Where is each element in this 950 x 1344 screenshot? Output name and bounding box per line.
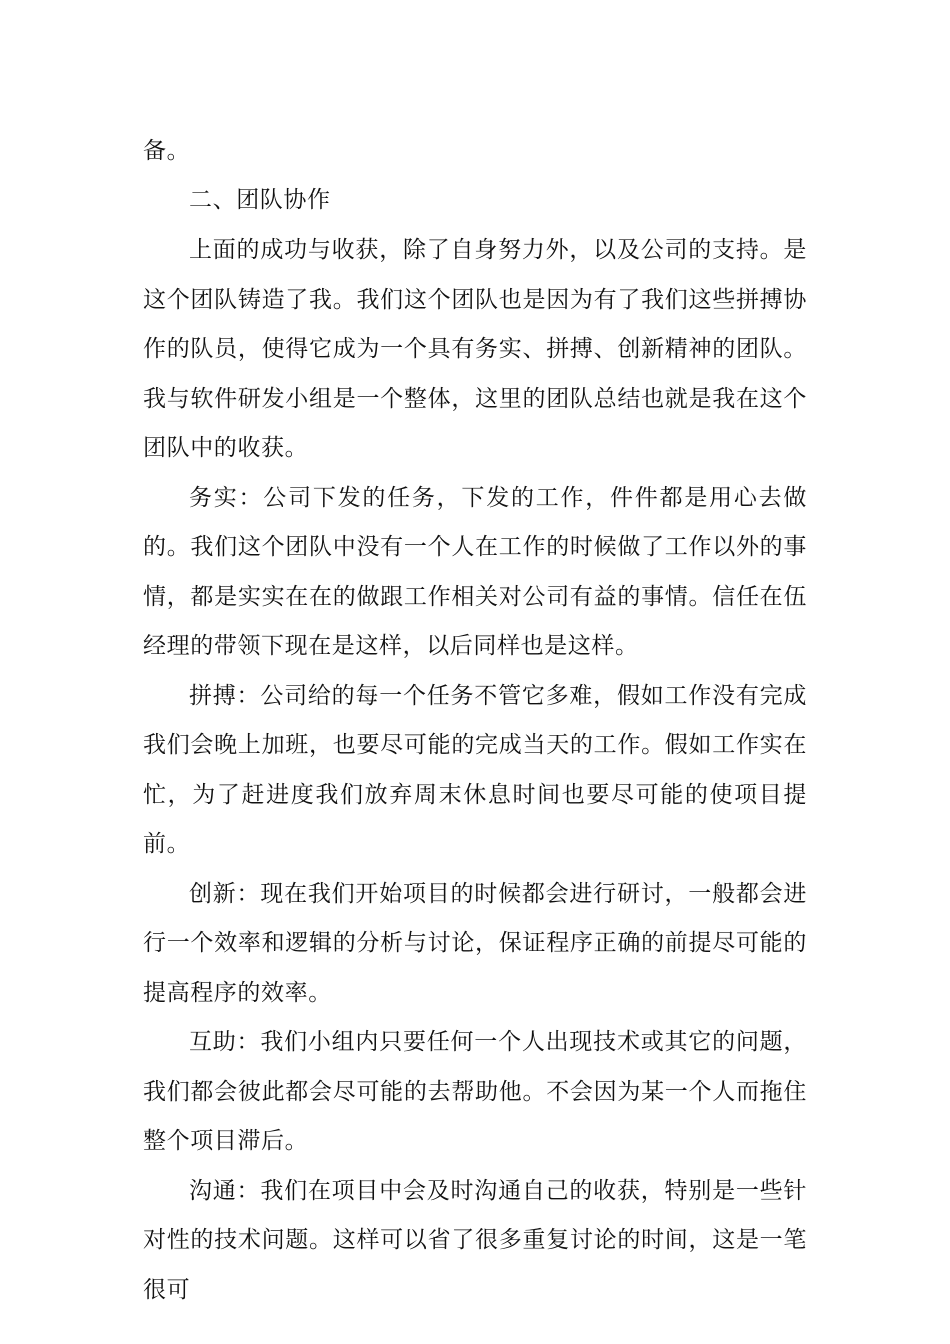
section-heading-block <box>143 176 807 226</box>
section-heading: 二、团队协作 <box>189 187 331 213</box>
paragraph-pragmatic: 务实：公司下发的任务，下发的工作，件件都是用心去做的。我们这个团队中没有一个人在工作的时候做了工作以外的事情，都是实实在在的做跟工作相关对公司有益的事情。信任在伍经理的带领下现在是这样，以后同样也是这样。 <box>143 484 807 659</box>
paragraph-communication: 沟通：我们在项目中会及时沟通自己的收获，特别是一些针对性的技术问题。这样可以省了很多重复讨论的时间，这是一笔很可 <box>143 1177 807 1303</box>
paragraph-innovation: 创新：现在我们开始项目的时候都会进行研讨，一般都会进行一个效率和逻辑的分析与讨论，保证程序正确的前提尽可能的提高程序的效率。 <box>143 880 807 1006</box>
continuation-text: 备。 <box>143 138 191 164</box>
body-paragraphs <box>143 226 807 1315</box>
paragraph-team-intro: 上面的成功与收获，除了自身努力外，以及公司的支持。是这个团队铸造了我。我们这个团队也是因为有了我们这些拼搏协作的队员，使得它成为一个具有务实、拼搏、创新精神的团队。我与软件研发小组是一个整体，这里的团队总结也就是我在这个团队中的收获。 <box>143 237 807 461</box>
paragraph-mutual-help: 互助：我们小组内只要任何一个人出现技术或其它的问题，我们都会彼此都会尽可能的去帮助他。不会因为某一个人而拖住整个项目滞后。 <box>143 1029 807 1154</box>
paragraph-hardworking: 拼搏：公司给的每一个任务不管它多难，假如工作没有完成我们会晚上加班，也要尽可能的完成当天的工作。假如工作实在忙，为了赶进度我们放弃周末休息时间也要尽可能的使项目提前。 <box>143 682 807 857</box>
continuation-block <box>143 127 807 177</box>
